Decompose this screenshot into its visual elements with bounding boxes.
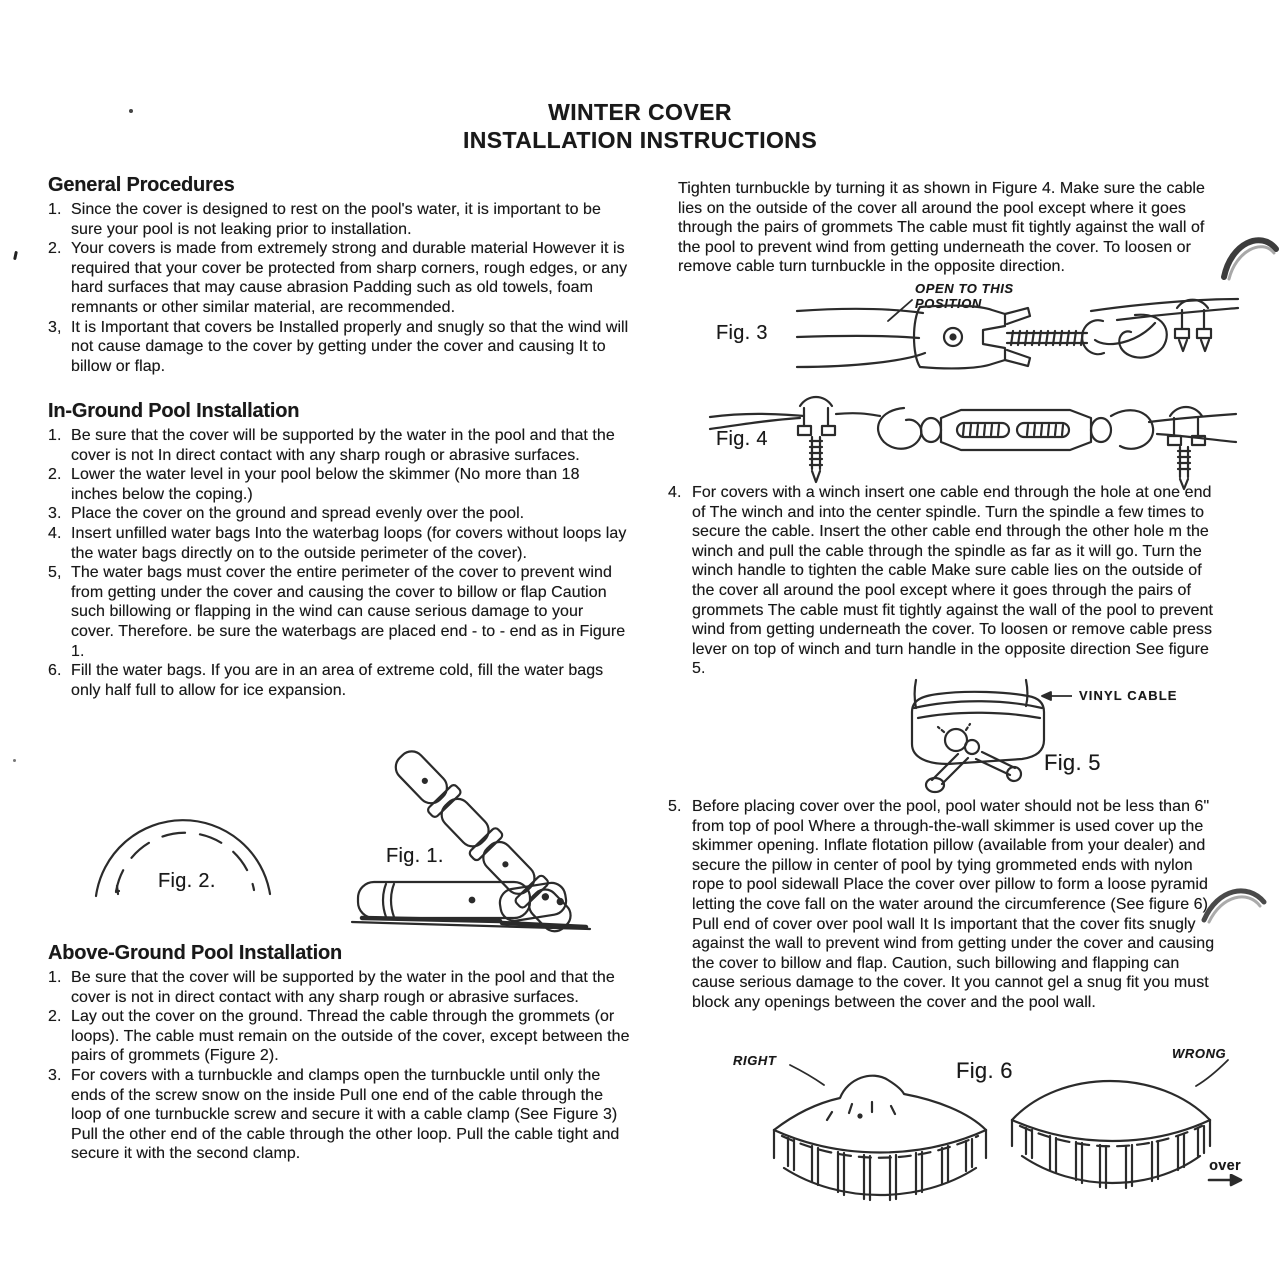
figure-6-label: Fig. 6 [956,1058,1013,1083]
item-number: 1. [48,969,62,986]
turnbuckle-intro-paragraph: Tighten turnbuckle by turning it as shown in Figure 4. Make sure the cable lies on the outside of the cover all around the pool except where it goes through the pairs of grommets The cable must fit tightly against the wall of the pool to prevent wind from getting underneath the cover. To loosen or remove cable turn turnbuckle in the opposite direction. [678,180,1205,276]
open-to-this-position-annotation: OPEN TO THIS POSITION [915,281,1014,311]
item-text: The water bags must cover the entire perimeter of the cover to prevent wind from getting under the cover and causing the cover to billow or flap Caution such billowing or flapping in the wind can cause serious damage to your cover. Therefore. be sure the waterbags are placed end - to - end as in Figure 1. [71,564,626,660]
list-item [48,318,630,377]
arrow-right-icon [1207,1174,1243,1187]
list-item [48,200,630,239]
item-number: 5. [668,798,682,815]
figure-3-drawing [795,293,1240,395]
list-item [48,661,630,700]
item-text: Lower the water level in your pool below the skimmer (No more than 18 inches below the coping.) [71,466,580,503]
item-number: 3, [48,318,62,336]
item-5-cover-placement [668,797,1222,1013]
title-line-1: WINTER COVER [548,99,732,125]
list-item [48,968,630,1007]
list-item [48,239,630,317]
section-heading: General Procedures [48,174,235,196]
figure-5-label: Fig. 5 [1044,750,1101,775]
item-text: Insert unfilled water bags Into the waterbag loops (for covers without loops lay the water bags directly on to the outside perimeter of the cover). [71,524,627,562]
scan-speck [13,251,18,260]
item-text: It is Important that covers be Installed properly and snugly so that the wind will not cause damage to the cover by getting under the cover and causing It to billow or flap. [71,318,629,375]
figure-4-label: Fig. 4 [716,428,768,450]
figure-6-right-pool-drawing [760,1064,1000,1214]
item-text: For covers with a turnbuckle and clamps open the turnbuckle until only the ends of the screw snow on the inside Pull one end of the cable through the loop of one turnbuckle screw and secure it with a cable clamp (See Figure 3) Pull the other end of the cable through the other loop. Pull the cable tight and secure it with the second clamp. [71,1066,620,1163]
title-line-2: INSTALLATION INSTRUCTIONS [462,127,818,153]
item-text: Your covers is made from extremely strong and durable material However it is required that your cover be protected from sharp corners, rough edges, or any hard surfaces that may cause abrasion Padding such as old towels, foam remnants or other similar material, are recommended. [71,240,628,316]
item-number: 3. [48,505,62,523]
item-number: 2. [48,240,62,258]
list-item [668,797,1222,1013]
item-4-winch [668,483,1222,679]
page-curl-artifact [1196,880,1270,928]
item-number: 4. [668,484,682,501]
figure-1-drawing [350,736,595,938]
item-number: 1. [48,201,62,218]
scan-speck [13,759,16,762]
item-number: 5, [48,564,62,582]
right-label: RIGHT [733,1053,777,1068]
list-item [48,504,630,524]
item-text: Lay out the cover on the ground. Thread the cable through the grommets (or loops). The cable must remain on the outside of the cover, except between the pairs of grommets (Figure 2). [71,1008,630,1065]
section-general-procedures [48,174,630,376]
figure-3-label: Fig. 3 [716,322,768,344]
wrong-label: WRONG [1172,1046,1227,1061]
item-text: Since the cover is designed to rest on the pool's water, it is important to be sure your pool is not leaking prior to installation. [71,201,601,238]
over-page-indicator [1207,1158,1243,1192]
item-number: 2. [48,466,62,484]
document-title [0,98,1280,154]
list-item [668,483,1222,679]
section-aboveground-installation [48,942,630,1164]
list-item [48,563,630,661]
item-number: 6. [48,662,62,680]
item-text: Be sure that the cover will be supported by the water in the pool and that the cover is not in direct contact with any sharp rough or abrasive surfaces. [71,969,615,1006]
page-curl-artifact [1218,225,1280,289]
list-item [48,465,630,504]
section-inground-installation [48,400,630,700]
scan-speck [129,109,133,113]
figure-1-label: Fig. 1. [386,845,444,867]
item-text: For covers with a winch insert one cable end through the hole at one end of The winch and into the center spindle. Turn the spindle a few times to secure the cable. Insert the other cable end through the other hole m the winch and pull the cable through the spindle as far as it will go. Turn the winch handle to tighten the cable Make sure cable lies on the outside of the cover all around the pool except where it goes through the pairs of grommets The cable must fit tightly against the wall of the pool to prevent wind from getting underneath the cover. To loosen or remove cable press lever on top of winch and turn handle in the opposite direction See figure 5. [692,484,1214,678]
item-number: 3. [48,1066,62,1084]
list-item [48,524,630,563]
arrow-left-icon [1040,691,1072,701]
item-text: Fill the water bags. If you are in an area of extreme cold, fill the water bags only half full to allow for ice expansion. [71,662,604,699]
figure-4-drawing [708,385,1238,493]
figure-5-drawing [898,678,1053,798]
figure-2-label: Fig. 2. [158,870,216,892]
section-heading: In-Ground Pool Installation [48,400,300,422]
item-number: 2. [48,1008,62,1026]
list-item [48,426,630,465]
list-item [48,1066,630,1164]
item-number: 4. [48,524,62,542]
figure-6-wrong-pool-drawing [1000,1056,1222,1202]
list-item [48,1007,630,1066]
section-heading: Above-Ground Pool Installation [48,942,343,964]
item-text: Place the cover on the ground and spread evenly over the pool. [71,505,525,523]
item-text: Before placing cover over the pool, pool water should not be less than 6" from top of pool Where a through-the-wall skimmer is used cover up the skimmer opening. Inflate flotation pillow (available from your dealer) and secure the pillow in center of pool by tying grommeted ends with nylon rope to pool sidewall Place the cover over pillow to form a loose pyramid letting the cove fall on the water around the circumference (See figure 6) Pull end of cover over pool wall It Is important that the cover fits snugly against the wall to prevent wind from getting under the cover and causing the cover to billow and flap. Caution, such billowing and flapping can cause serious damage to the cover. It you cannot gel a snug fit you must block any openings between the cover and the pool wall. [692,798,1215,1011]
vinyl-cable-label: VINYL CABLE [1079,688,1178,703]
item-number: 1. [48,427,62,444]
item-text: Be sure that the cover will be supported by the water in the pool and that the cover is not In direct contact with any sharp rough or abrasive surfaces. [71,427,615,464]
vinyl-cable-annotation-row [1040,688,1178,703]
over-label: over [1209,1158,1241,1174]
